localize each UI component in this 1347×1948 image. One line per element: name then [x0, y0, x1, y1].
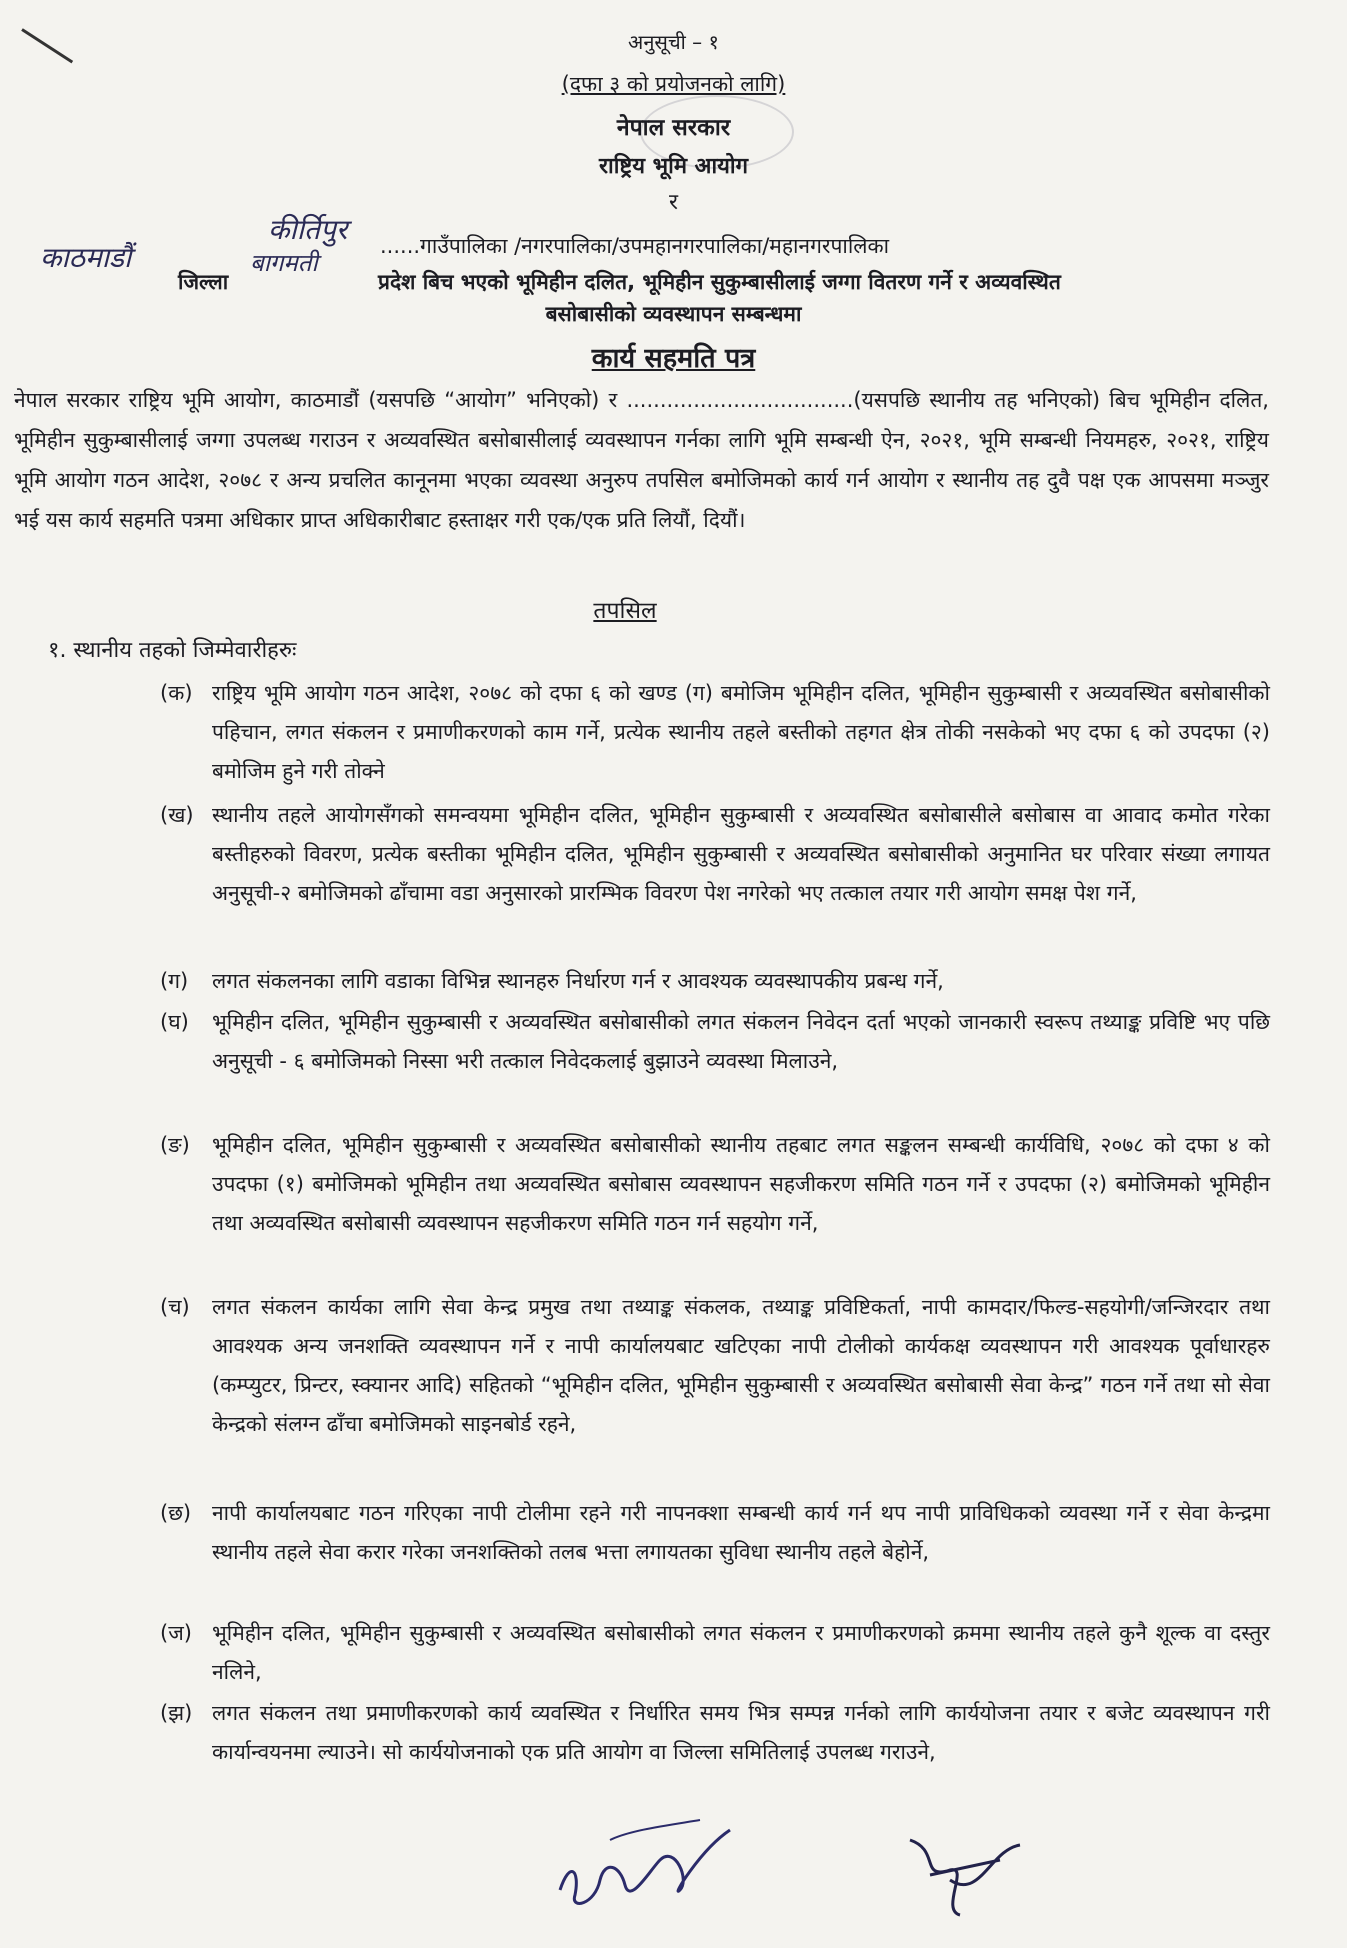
item-label: (ख) [160, 803, 194, 827]
and-line: र [669, 190, 678, 215]
handwritten-province: बागमती [250, 249, 318, 277]
item-text: लगत संकलन कार्यका लागि सेवा केन्द्र प्रमुख तथा तथ्याङ्क संकलक, तथ्याङ्क प्रविष्टिकर्ता, नापी कामदार/फिल्ड-सहयोगी/जन्जिरदार तथा आवश्यक अन्य जनशक्ति व्यवस्थापन गर्ने र नापी कार्यालयबाट खटिएका नापी टोलीको कार्यकक्ष व्यवस्थापन गरी आवश्यक पूर्वाधारहरु (कम्प्युटर, प्रिन्टर, स्क्यानर आदि) सहितको “भूमिहीन दलित, भूमिहीन सुकुम्बासी र अव्यवस्थित बसोबासी सेवा केन्द्र” गठन गर्ने तथा सो सेवा केन्द्रको संलग्न ढाँचा बमोजिमको साइनबोर्ड रहने, [212, 1295, 1270, 1436]
item-text: लगत संकलनका लागि वडाका विभिन्न स्थानहरु निर्धारण गर्न र आवश्यक व्यवस्थापकीय प्रबन्ध गर्ने, [212, 969, 944, 993]
intro-paragraph: नेपाल सरकार राष्ट्रिय भूमि आयोग, काठमाडौं (यसपछि “आयोग” भनिएको) र ..................................(यसपछि स्थानीय तह भनिएको) बिच भूमिहीन दलित, भूमिहीन सुकुम्बासीलाई जग्गा उपलब्ध गराउन र अव्यवस्थित बसोबासीलाई व्यवस्थापन गर्नका लागि भूमि सम्बन्धी ऐन, २०२१, भूमि सम्बन्धी नियमहरु, २०२१, राष्ट्रिय भूमि आयोग गठन आदेश, २०७८ र अन्य प्रचलित कानूनमा भएका व्यवस्था अनुरुप तपसिल बमोजिमको कार्य गर्न आयोग र स्थानीय तह दुवै पक्ष एक आपसमा मञ्जुर भई यस कार्य सहमति पत्रमा अधिकार प्राप्त अधिकारीबाट हस्ताक्षर गरी एक/एक प्रति लियौं, दियौं। [14, 388, 1269, 532]
municipality-types: ......गाउँपालिका /नगरपालिका/उपमहानगरपालिका/महानगरपालिका [380, 234, 890, 258]
item-text: स्थानीय तहले आयोगसँगको समन्वयमा भूमिहीन दलित, भूमिहीन सुकुम्बासी र अव्यवस्थित बसोबासीले बसोबास वा आवाद कमोत गरेका बस्तीहरुको विवरण, प्रत्येक बस्तीका भूमिहीन दलित, भूमिहीन सुकुम्बासी र अव्यवस्थित बसोबासीको अनुमानित घर परिवार संख्या लगायत अनुसूची-२ बमोजिमको ढाँचामा वडा अनुसारको प्रारम्भिक विवरण पेश नगरेको भए तत्काल तयार गरी आयोग समक्ष पेश गर्ने, [212, 803, 1270, 905]
item-label: (छ) [160, 1501, 192, 1525]
list-item [160, 1694, 1270, 1772]
government-heading: नेपाल सरकार [616, 115, 731, 141]
item-text: भूमिहीन दलित, भूमिहीन सुकुम्बासी र अव्यवस्थित बसोबासीको लगत संकलन निवेदन दर्ता भएको जानकारी स्वरूप तथ्याङ्क प्रविष्टि भए पछि अनुसूची - ६ बमोजिमको निस्सा भरी तत्काल निवेदकलाई बुझाउने व्यवस्था मिलाउने, [212, 1010, 1270, 1073]
item-text: लगत संकलन तथा प्रमाणीकरणको कार्य व्यवस्थित र निर्धारित समय भित्र सम्पन्न गर्नको लागि कार्ययोजना तयार र बजेट व्यवस्थापन गरी कार्यान्वयनमा ल्याउने। सो कार्ययोजनाको एक प्रति आयोग वा जिल्ला समितिलाई उपलब्ध गराउने, [212, 1701, 1270, 1764]
item-label: (क) [160, 681, 193, 705]
list-item [160, 1003, 1270, 1081]
list-item [160, 796, 1270, 913]
page-title: कार्य सहमति पत्र [591, 343, 756, 374]
list-item [160, 1494, 1270, 1572]
signature-left [540, 1810, 760, 1920]
province-line-2: बसोबासीको व्यवस्थापन सम्बन्धमा [545, 302, 802, 326]
item-text: भूमिहीन दलित, भूमिहीन सुकुम्बासी र अव्यवस्थित बसोबासीको स्थानीय तहबाट लगत सङ्कलन सम्बन्धी कार्यविधि, २०७८ को दफा ४ को उपदफा (१) बमोजिमको भूमिहीन तथा अव्यवस्थित बसोबास व्यवस्थापन सहजीकरण समिति गठन गर्ने र उपदफा (२) बमोजिमको भूमिहीन तथा अव्यवस्थित बसोबासी व्यवस्थापन सहजीकरण समिति गठन गर्न सहयोग गर्ने, [212, 1133, 1270, 1235]
list-item [160, 1126, 1270, 1243]
section-heading: १. स्थानीय तहको जिम्मेवारीहरुः [48, 638, 297, 663]
list-item [160, 674, 1270, 791]
tapsil-heading: तपसिल [593, 598, 657, 624]
item-text: राष्ट्रिय भूमि आयोग गठन आदेश, २०७८ को दफा ६ को खण्ड (ग) बमोजिम भूमिहीन दलित, भूमिहीन सुकुम्बासी र अव्यवस्थित बसोबासीको पहिचान, लगत संकलन र प्रमाणीकरणको काम गर्ने, प्रत्येक स्थानीय तहले बस्तीको तहगत क्षेत्र तोकी नसकेको भए दफा ६ को उपदफा (२) बमोजिम हुने गरी तोक्ने [212, 681, 1270, 783]
province-line: प्रदेश बिच भएको भूमिहीन दलित, भूमिहीन सुकुम्बासीलाई जग्गा वितरण गर्ने र अव्यवस्थित [378, 270, 1061, 294]
item-text: नापी कार्यालयबाट गठन गरिएका नापी टोलीमा रहने गरी नापनक्शा सम्बन्धी कार्य गर्न थप नापी प्राविधिकको व्यवस्था गर्ने र सेवा केन्द्रमा स्थानीय तहले सेवा करार गरेका जनशक्तिको तलब भत्ता लगायतका सुविधा स्थानीय तहले बेहोर्ने, [212, 1501, 1270, 1564]
item-label: (च) [160, 1295, 190, 1319]
handwritten-district: काठमाडौं [40, 241, 132, 274]
schedule-number: अनुसूची – १ [628, 30, 719, 54]
item-text: भूमिहीन दलित, भूमिहीन सुकुम्बासी र अव्यवस्थित बसोबासीको लगत संकलन र प्रमाणीकरणको क्रममा स्थानीय तहले कुनै शूल्क वा दस्तुर नलिने, [212, 1621, 1270, 1684]
purpose-line: (दफा ३ को प्रयोजनको लागि) [561, 72, 786, 96]
item-label: (झ) [160, 1701, 193, 1725]
commission-heading: राष्ट्रिय भूमि आयोग [599, 154, 748, 179]
list-item [160, 1614, 1270, 1692]
item-label: (ग) [160, 969, 189, 993]
list-item [160, 1288, 1270, 1444]
item-label: (ङ) [160, 1133, 190, 1157]
list-item [160, 962, 1270, 1001]
item-label: (घ) [160, 1010, 189, 1034]
district-label: जिल्ला [178, 270, 229, 294]
handwritten-municipality: कीर्तिपुर [268, 213, 348, 246]
item-label: (ज) [160, 1621, 192, 1645]
signature-right [880, 1820, 1030, 1930]
